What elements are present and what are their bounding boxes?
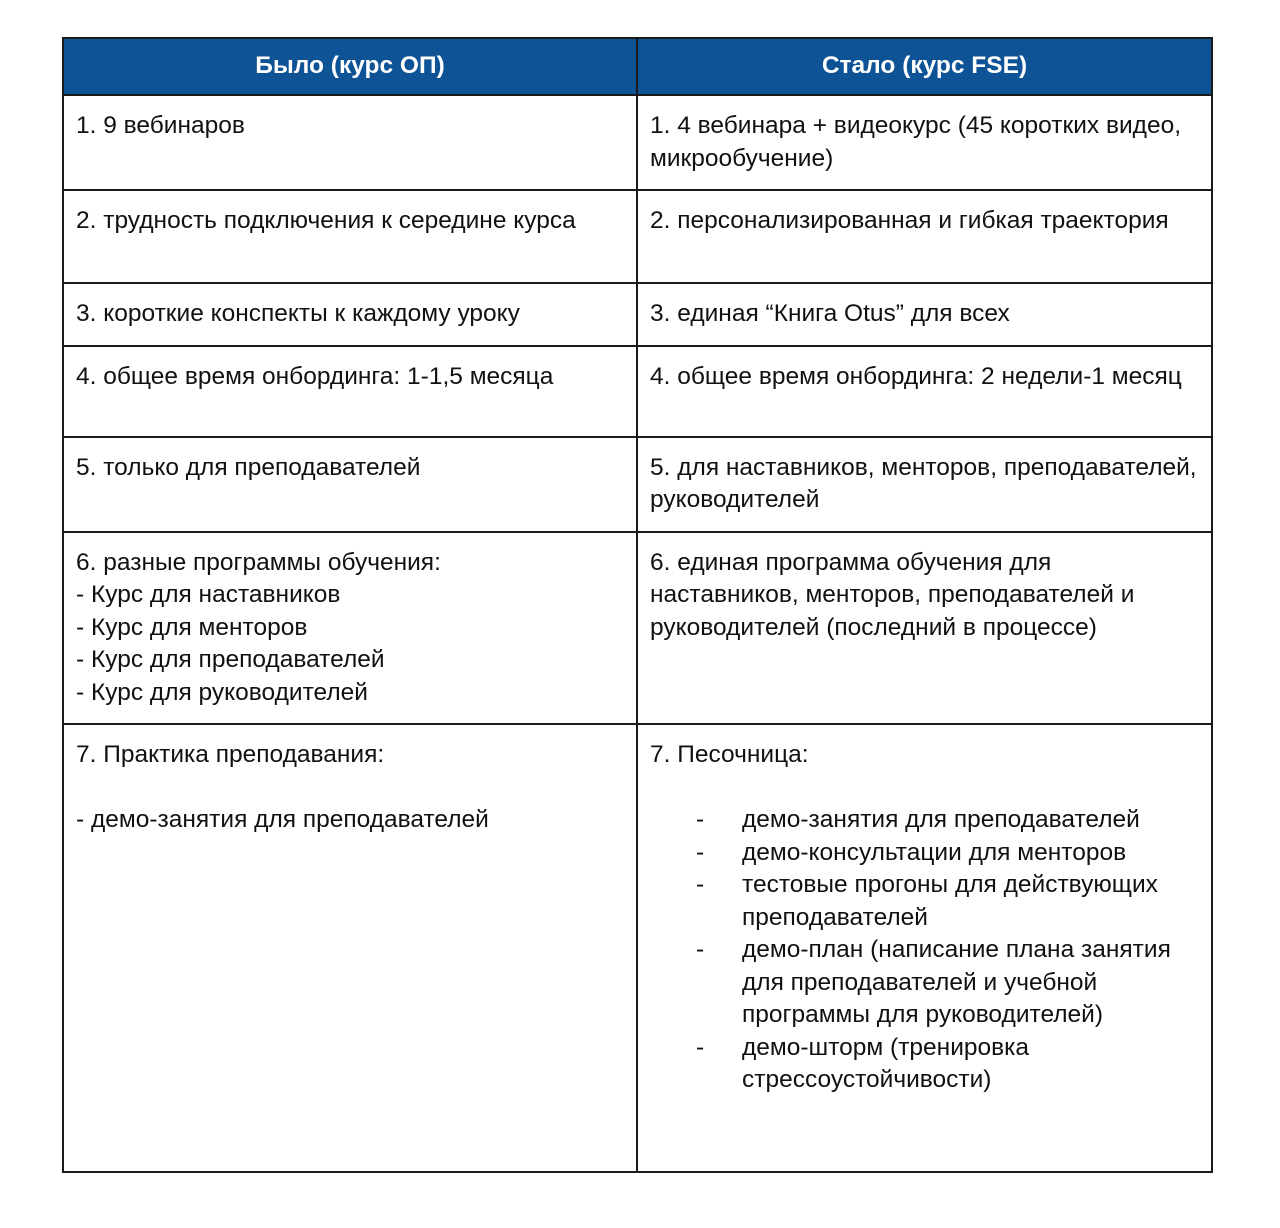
- table-header-row: [63, 38, 1212, 95]
- cell-before: 2. трудность подключения к середине курса: [63, 190, 637, 283]
- cell-before: 5. только для преподавателей: [63, 437, 637, 532]
- list-item: - демо-план (написание плана занятия для преподавателей и учебной программы для руководителей): [696, 936, 1171, 1028]
- list-item: - Курс для менторов: [76, 613, 308, 641]
- table-row: [63, 283, 1212, 346]
- cell-before: 4. общее время онбординга: 1-1,5 месяца: [63, 346, 637, 437]
- dash-bullet-icon: -: [696, 838, 705, 866]
- table-row: [63, 346, 1212, 437]
- cell-before: 1. 9 вебинаров: [63, 95, 637, 190]
- header-before: Было (курс ОП): [63, 38, 637, 95]
- dash-bullet-icon: -: [696, 936, 705, 963]
- list-item: - Курс для наставников: [76, 581, 341, 608]
- list-item: - Курс для преподавателей: [76, 646, 385, 673]
- cell-before: 3. короткие конспекты к каждому уроку: [63, 283, 637, 346]
- list-item: - демо-шторм (тренировка стрессоустойчивости): [696, 1033, 1030, 1093]
- cell-after: 6. единая программа обучения для наставников, менторов, преподавателей и руководителей (последний в процессе): [637, 532, 1212, 725]
- list-item: - демо-занятия для преподавателей: [696, 804, 1199, 837]
- table-row: [63, 724, 1212, 1172]
- dash-bullet-icon: -: [696, 871, 705, 898]
- cell-title: 7. Практика преподавания:: [76, 741, 385, 768]
- cell-after: 2. персонализированная и гибкая траектория: [637, 190, 1212, 283]
- list-item: - демо-консультации для менторов: [696, 837, 1199, 870]
- cell-before: [63, 724, 637, 1172]
- cell-after: 3. единая “Книга Otus” для всех: [637, 283, 1212, 346]
- cell-after: 5. для наставников, менторов, преподавателей, руководителей: [637, 437, 1212, 532]
- sandbox-list: [650, 804, 1199, 1097]
- cell-before: [63, 532, 637, 725]
- cell-title: 6. разные программы обучения:: [76, 548, 441, 576]
- dash-bullet-icon: -: [696, 1033, 705, 1061]
- comparison-table: [62, 37, 1213, 1173]
- table-row: [63, 95, 1212, 190]
- list-item: - Курс для руководителей: [76, 678, 368, 706]
- dash-bullet-icon: -: [696, 806, 705, 833]
- table-row: [63, 532, 1212, 725]
- table-row: [63, 437, 1212, 532]
- cell-after: 4. общее время онбординга: 2 недели-1 месяц: [637, 346, 1212, 437]
- cell-after: [637, 724, 1212, 1172]
- cell-title: 7. Песочница:: [650, 741, 809, 768]
- table-row: [63, 190, 1212, 283]
- spacer: [650, 772, 1199, 805]
- spacer: [76, 772, 624, 805]
- list-item: - тестовые прогоны для действующих преподавателей: [696, 871, 1158, 931]
- cell-after: 1. 4 вебинара + видеокурс (45 коротких видео, микрообучение): [637, 95, 1212, 190]
- header-after: Стало (курс FSE): [637, 38, 1212, 95]
- list-item: - демо-занятия для преподавателей: [76, 806, 489, 833]
